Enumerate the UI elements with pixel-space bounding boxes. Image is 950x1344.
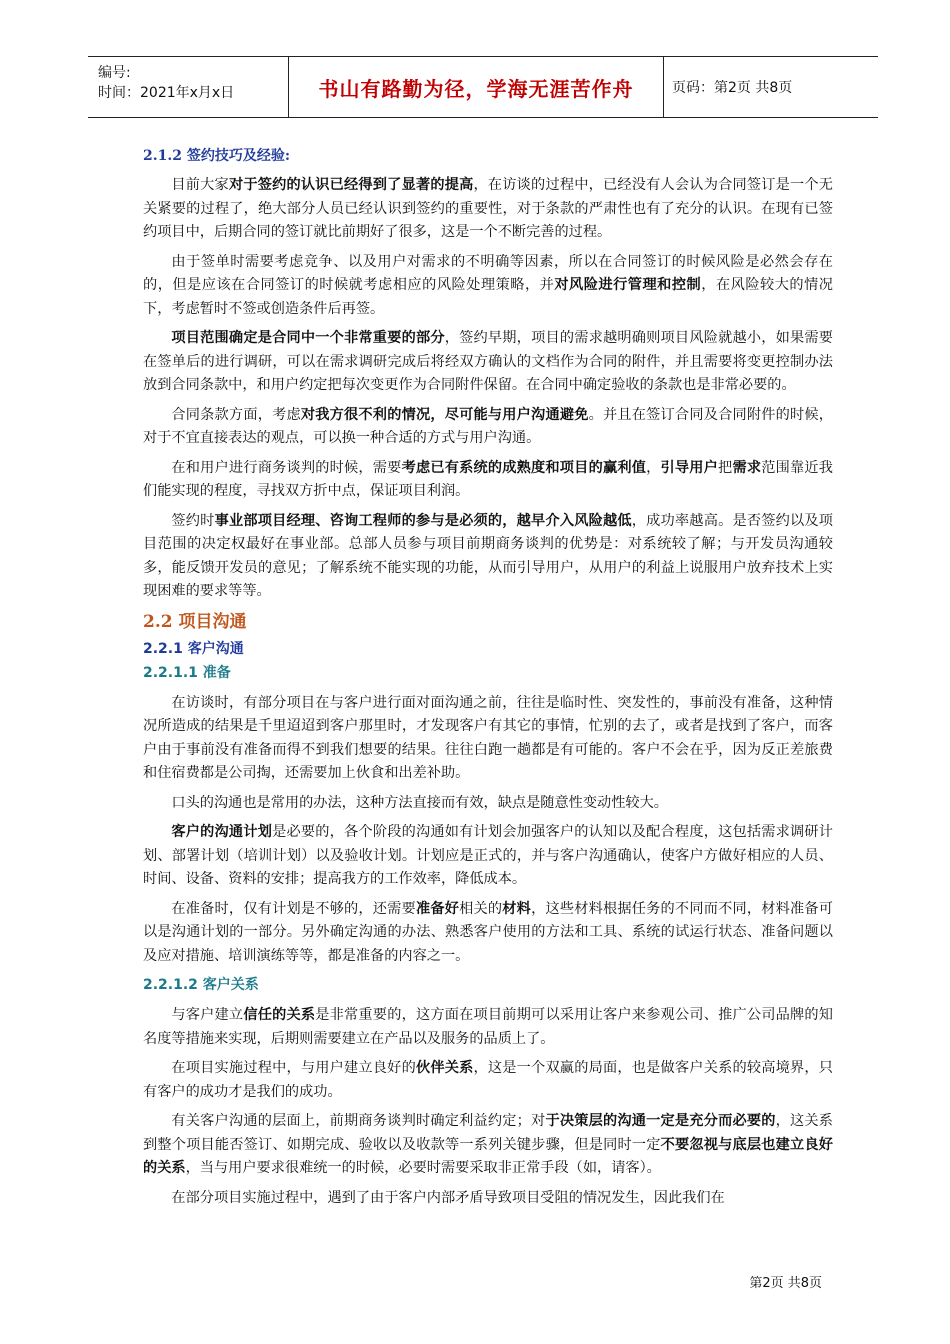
header-page-label: 页码：第2页 共8页 bbox=[672, 80, 793, 96]
page-footer: 第2页 共8页 bbox=[749, 1276, 822, 1291]
page-header bbox=[88, 56, 878, 118]
paragraph: 口头的沟通也是常用的办法，这种方法直接而有效，缺点是随意性变动性较大。 bbox=[171, 794, 668, 811]
paragraph: 项目范围确定是合同中一个非常重要的部分，签约早期，项目的需求越明确则项目风险就越小，如果需要在签单后的进行调研，可以在需求调研完成后将经双方确认的文档作为合同的附件，并且需要将变更控制办法放到合同条款中，和用户约定把每次变更作为合同附件保留。在合同中确定验收的条款也是非常必要的。 bbox=[143, 330, 833, 393]
paragraph: 客户的沟通计划是必要的，各个阶段的沟通如有计划会加强客户的认知以及配合程度，这包括需求调研计划、部署计划（培训计划）以及验收计划。计划应是正式的，并与客户沟通确认，使客户方做好相应的人员、时间、设备、资料的安排；提高我方的工作效率，降低成本。 bbox=[143, 824, 833, 887]
paragraph: 在准备时，仅有计划是不够的，还需要准备好相关的材料，这些材料根据任务的不同而不同，材料准备可以是沟通计划的一部分。另外确定沟通的办法、熟悉客户使用的方法和工具、系统的试运行状态、准备问题以及应对措施、培训演练等等，都是准备的内容之一。 bbox=[143, 900, 833, 964]
number-label: 编号: bbox=[98, 65, 131, 81]
section-title-2-2: 2.2 项目沟通 bbox=[143, 611, 247, 632]
document-body bbox=[143, 146, 833, 1216]
section-title-2-2-1-2: 2.2.1.2 客户关系 bbox=[143, 977, 259, 993]
paragraph: 在部分项目实施过程中，遇到了由于客户内部矛盾导致项目受阻的情况发生，因此我们在 bbox=[171, 1189, 725, 1206]
time-label: 时间：2021年x月x日 bbox=[98, 85, 235, 101]
paragraph: 在访谈时，有部分项目在与客户进行面对面沟通之前，往往是临时性、突发性的，事前没有准备，这种情况所造成的结果是千里迢迢到客户那里时，才发现客户有其它的事情，忙别的去了，或者是找到了客户，而客户由于事前没有准备而得不到我们想要的结果。往往白跑一趟都是有可能的。客户不会在乎，因为反正差旅费和住宿费都是公司掏，还需要加上伙食和出差补助。 bbox=[143, 694, 833, 781]
section-title-2-2-1: 2.2.1 客户沟通 bbox=[143, 640, 244, 657]
paragraph: 由于签单时需要考虑竞争、以及用户对需求的不明确等因素，所以在合同签订的时候风险是必然会存在的，但是应该在合同签订的时候就考虑相应的风险处理策略，并对风险进行管理和控制，在风险较大的情况下，考虑暂时不签或创造条件后再签。 bbox=[143, 253, 833, 317]
paragraph: 目前大家对于签约的认识已经得到了显著的提高，在访谈的过程中，已经没有人会认为合同签订是一个无关紧要的过程了，绝大部分人员已经认识到签约的重要性，对于条款的严肃性也有了充分的认识。在现有已签约项目中，后期合同的签订就比前期好了很多，这是一个不断完善的过程。 bbox=[143, 177, 833, 240]
header-motto: 书山有路勤为径，学海无涯苦作舟 bbox=[288, 57, 664, 117]
paragraph: 在和用户进行商务谈判的时候，需要考虑已有系统的成熟度和项目的赢利值，引导用户把需求范围靠近我们能实现的程度，寻找双方折中点，保证项目利润。 bbox=[143, 459, 833, 499]
header-meta bbox=[88, 57, 288, 117]
paragraph: 签约时事业部项目经理、咨询工程师的参与是必须的，越早介入风险越低，成功率越高。是否签约以及项目范围的决定权最好在事业部。总部人员参与项目前期商务谈判的优势是：对系统较了解；与开发员沟通较多，能反馈开发员的意见；了解系统不能实现的功能，从而引导用户，从用户的利益上说服用户放弃技术上实现困难的要求等等。 bbox=[143, 512, 833, 599]
paragraph: 合同条款方面，考虑对我方很不利的情况，尽可能与用户沟通避免。并且在签订合同及合同附件的时候，对于不宜直接表达的观点，可以换一种合适的方式与用户沟通。 bbox=[143, 406, 833, 446]
paragraph: 有关客户沟通的层面上，前期商务谈判时确定利益约定；对于决策层的沟通一定是充分而必要的，这关系到整个项目能否签订、如期完成、验收以及收款等一系列关键步骤，但是同时一定不要忽视与底层也建立良好的关系，当与用户要求很难统一的时候，必要时需要采取非正常手段（如，请客）。 bbox=[143, 1113, 833, 1176]
section-title-2-2-1-1: 2.2.1.1 准备 bbox=[143, 664, 231, 681]
paragraph: 与客户建立信任的关系是非常重要的，这方面在项目前期可以采用让客户来参观公司、推广公司品牌的知名度等措施来实现，后期则需要建立在产品以及服务的品质上了。 bbox=[143, 1007, 833, 1047]
section-title-2-1-2: 2.1.2 签约技巧及经验: bbox=[143, 148, 291, 164]
paragraph: 在项目实施过程中，与用户建立良好的伙伴关系，这是一个双赢的局面，也是做客户关系的较高境界，只有客户的成功才是我们的成功。 bbox=[143, 1060, 833, 1100]
